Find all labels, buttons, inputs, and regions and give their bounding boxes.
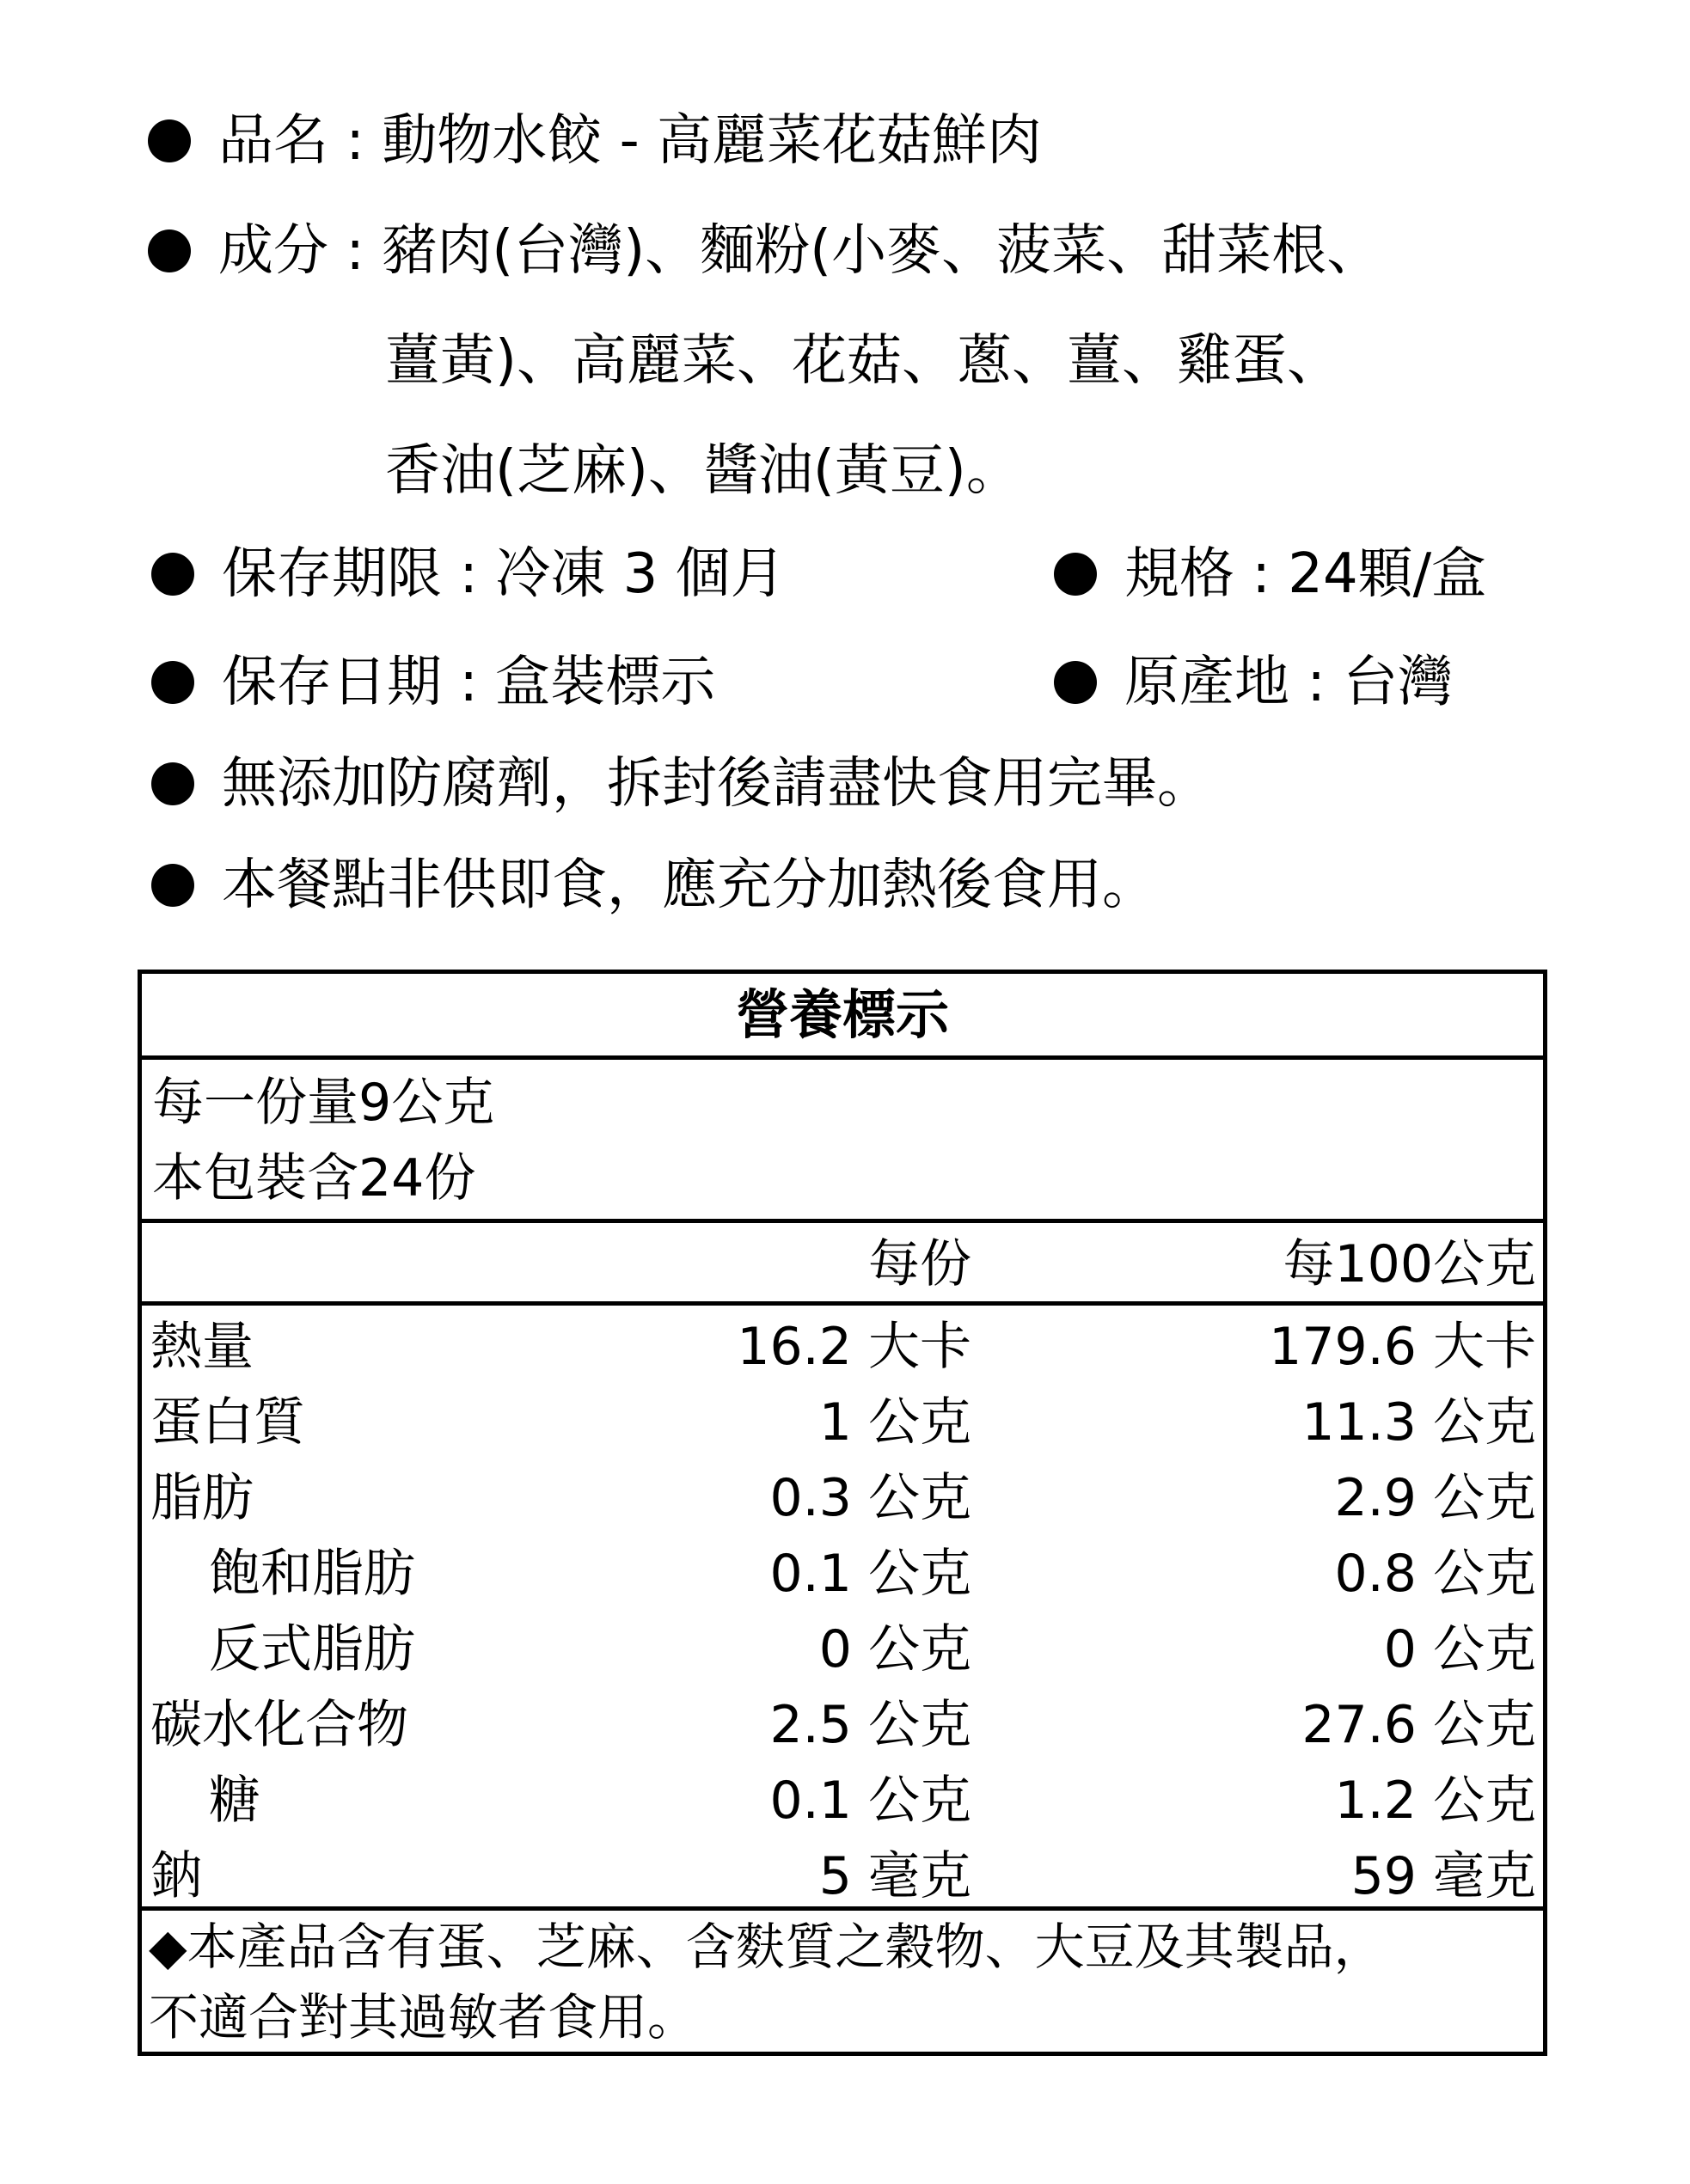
per-serving-value: 16.2 大卡 bbox=[737, 1317, 971, 1377]
per-100g-value: 59 毫克 bbox=[1350, 1846, 1536, 1906]
per-serving-value: 0 公克 bbox=[818, 1619, 971, 1679]
col-per-100g: 每100公克 bbox=[1283, 1234, 1536, 1294]
shelf-life: 保存期限 : 冷凍 3 個月 bbox=[222, 542, 786, 606]
table-row bbox=[142, 1536, 1543, 1612]
nutrient-name: 熱量 bbox=[150, 1317, 254, 1377]
per-100g-value: 0 公克 bbox=[1383, 1619, 1536, 1679]
serving-size: 每一份量9公克 bbox=[152, 1073, 495, 1133]
per-serving-value: 2.5 公克 bbox=[769, 1695, 971, 1755]
bullet-icon bbox=[148, 229, 191, 272]
per-serving-value: 0.1 公克 bbox=[769, 1544, 971, 1604]
per-serving-value: 1 公克 bbox=[818, 1392, 971, 1453]
nutrient-name: 飽和脂肪 bbox=[209, 1544, 415, 1604]
product-name: 品名 : 動物水餃 - 高麗菜花菇鮮肉 bbox=[218, 109, 1043, 173]
ingredients-continued: 薑黃)、高麗菜、花菇、蔥、薑、雞蛋、 bbox=[385, 329, 1342, 393]
nutrient-name: 糖 bbox=[209, 1771, 260, 1831]
table-row bbox=[142, 1763, 1543, 1838]
table-row bbox=[142, 1838, 1543, 1914]
per-100g-value: 1.2 公克 bbox=[1334, 1771, 1536, 1831]
serving-info bbox=[142, 1060, 1543, 1223]
table-row bbox=[142, 1460, 1543, 1536]
servings-per-package: 本包裝含24份 bbox=[152, 1148, 476, 1208]
allergen-line: 不適合對其過敏者食用。 bbox=[149, 1988, 698, 2046]
per-100g-value: 0.8 公克 bbox=[1334, 1544, 1536, 1604]
bullet-icon bbox=[151, 661, 194, 704]
allergen-line: ◆本產品含有蛋、芝麻、含麩質之穀物、大豆及其製品， bbox=[149, 1918, 1384, 1976]
nutrient-name: 蛋白質 bbox=[150, 1392, 305, 1453]
bullet-icon bbox=[151, 864, 194, 907]
nutrient-name: 反式脂肪 bbox=[209, 1619, 415, 1679]
bullet-icon bbox=[151, 762, 194, 805]
per-100g-value: 11.3 公克 bbox=[1301, 1392, 1536, 1453]
per-serving-value: 0.3 公克 bbox=[769, 1468, 971, 1528]
note-preservative: 無添加防腐劑，拆封後請盡快食用完畢。 bbox=[222, 752, 1212, 816]
per-100g-value: 2.9 公克 bbox=[1334, 1468, 1536, 1528]
nutrition-title: 營養標示 bbox=[142, 974, 1543, 1060]
bullet-icon bbox=[1054, 553, 1097, 596]
table-row bbox=[142, 1687, 1543, 1763]
bullet-icon bbox=[151, 553, 194, 596]
bullet-icon bbox=[148, 119, 191, 162]
per-serving-value: 5 毫克 bbox=[818, 1846, 971, 1906]
nutrient-name: 碳水化合物 bbox=[150, 1695, 408, 1755]
storage-date: 保存日期 : 盒裝標示 bbox=[222, 651, 716, 714]
table-row bbox=[142, 1309, 1543, 1385]
per-100g-value: 179.6 大卡 bbox=[1269, 1317, 1536, 1377]
nutrition-header bbox=[142, 1223, 1543, 1306]
ingredients-text: 成分 : 豬肉(台灣)、麵粉(小麥、菠菜、甜菜根、 bbox=[218, 219, 1382, 283]
allergen-notice bbox=[142, 1911, 1543, 2057]
ingredients-continued: 香油(芝麻)、醬油(黃豆)。 bbox=[385, 439, 1021, 503]
origin: 原產地 : 台灣 bbox=[1124, 651, 1454, 714]
per-100g-value: 27.6 公克 bbox=[1301, 1695, 1536, 1755]
spec: 規格 : 24顆/盒 bbox=[1124, 542, 1487, 606]
bullet-icon bbox=[1054, 661, 1097, 704]
table-row bbox=[142, 1385, 1543, 1460]
nutrition-facts-panel bbox=[138, 970, 1547, 2056]
nutrient-name: 脂肪 bbox=[150, 1468, 254, 1528]
table-row bbox=[142, 1612, 1543, 1687]
col-per-serving: 每份 bbox=[868, 1234, 971, 1294]
nutrient-name: 鈉 bbox=[150, 1846, 202, 1906]
per-serving-value: 0.1 公克 bbox=[769, 1771, 971, 1831]
note-heating: 本餐點非供即食，應充分加熱後食用。 bbox=[222, 853, 1157, 917]
nutrition-rows bbox=[142, 1306, 1543, 1911]
